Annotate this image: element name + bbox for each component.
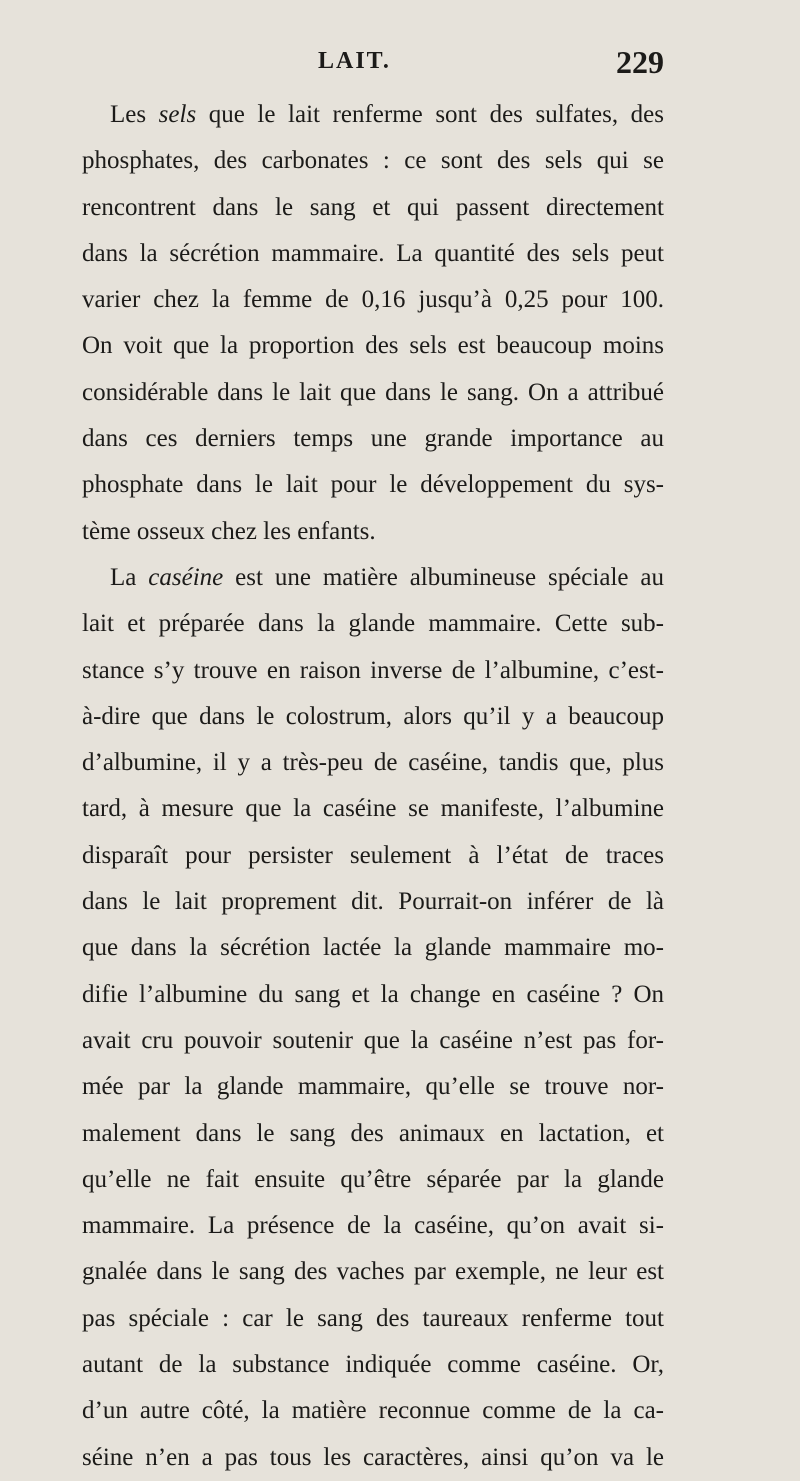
text-line: difie l’albumine du sang et la change en caséine ? On <box>82 980 664 1008</box>
text-line: lait et préparée dans la glande mammaire. Cette sub- <box>82 610 664 638</box>
paragraph-sels <box>82 92 664 555</box>
text-run: Les <box>110 101 159 128</box>
text-line: d’un autre côté, la matière reconnue comme de la ca- <box>82 1397 664 1425</box>
text-line: d’albumine, il y a très-peu de caséine, tandis que, plus <box>82 749 664 777</box>
text-line: que dans la sécrétion lactée la glande mammaire mo- <box>82 934 664 962</box>
text-line <box>82 555 664 601</box>
text-line: dans ces derniers temps une grande importance au <box>82 425 664 453</box>
text-line: mammaire. La présence de la caséine, qu’on avait si- <box>82 1212 664 1240</box>
page-header <box>0 44 800 84</box>
text-line: autant de la substance indiquée comme caséine. Or, <box>82 1351 664 1379</box>
text-line: rencontrent dans le sang et qui passent directement <box>82 193 664 221</box>
text-line: gnalée dans le sang des vaches par exemple, ne leur est <box>82 1258 664 1286</box>
text-line: considérable dans le lait que dans le sang. On a attribué <box>82 378 664 406</box>
text-line: dans le lait proprement dit. Pourrait-on inférer de là <box>82 888 664 916</box>
text-line: tard, à mesure que la caséine se manifeste, l’albumine <box>82 795 664 823</box>
page-number: 229 <box>616 44 664 80</box>
text-line: séine n’en a pas tous les caractères, ainsi qu’on va le <box>82 1443 664 1471</box>
term-caseine: caséine <box>148 563 224 591</box>
text-line: à-dire que dans le colostrum, alors qu’il y a beaucoup <box>82 702 664 730</box>
text-line: varier chez la femme de 0,16 jusqu’à 0,25 pour 100. <box>82 286 664 314</box>
paragraph-caseine <box>82 555 664 1481</box>
text-line: phosphate dans le lait pour le développement du sys- <box>82 471 664 499</box>
text-run: est une matière albumineuse spéciale au <box>223 563 664 591</box>
text-line: qu’elle ne fait ensuite qu’être séparée par la glande <box>82 1165 664 1193</box>
text-line: On voit que la proportion des sels est beaucoup moins <box>82 332 664 360</box>
text-run: La <box>110 563 149 591</box>
text-line: tème osseux chez les enfants. <box>82 517 376 545</box>
text-line: avait cru pouvoir soutenir que la caséine n’est pas for- <box>82 1026 664 1054</box>
text-line: phosphates, des carbonates : ce sont des sels qui se <box>82 147 664 175</box>
text-run: que le lait renferme sont des sulfates, des <box>196 101 664 128</box>
running-head: LAIT. <box>318 48 391 74</box>
text-line: mée par la glande mammaire, qu’elle se trouve nor- <box>82 1073 664 1101</box>
text-line: malement dans le sang des animaux en lactation, et <box>82 1119 664 1147</box>
body-text <box>82 92 664 1481</box>
text-line: stance s’y trouve en raison inverse de l’albumine, c’est- <box>82 656 664 684</box>
text-line <box>82 92 664 138</box>
text-line: pas spéciale : car le sang des taureaux renferme tout <box>82 1304 664 1332</box>
term-sels: sels <box>158 101 197 128</box>
text-line: dans la sécrétion mammaire. La quantité des sels peut <box>82 239 664 267</box>
text-line: disparaît pour persister seulement à l’état de traces <box>82 841 664 869</box>
